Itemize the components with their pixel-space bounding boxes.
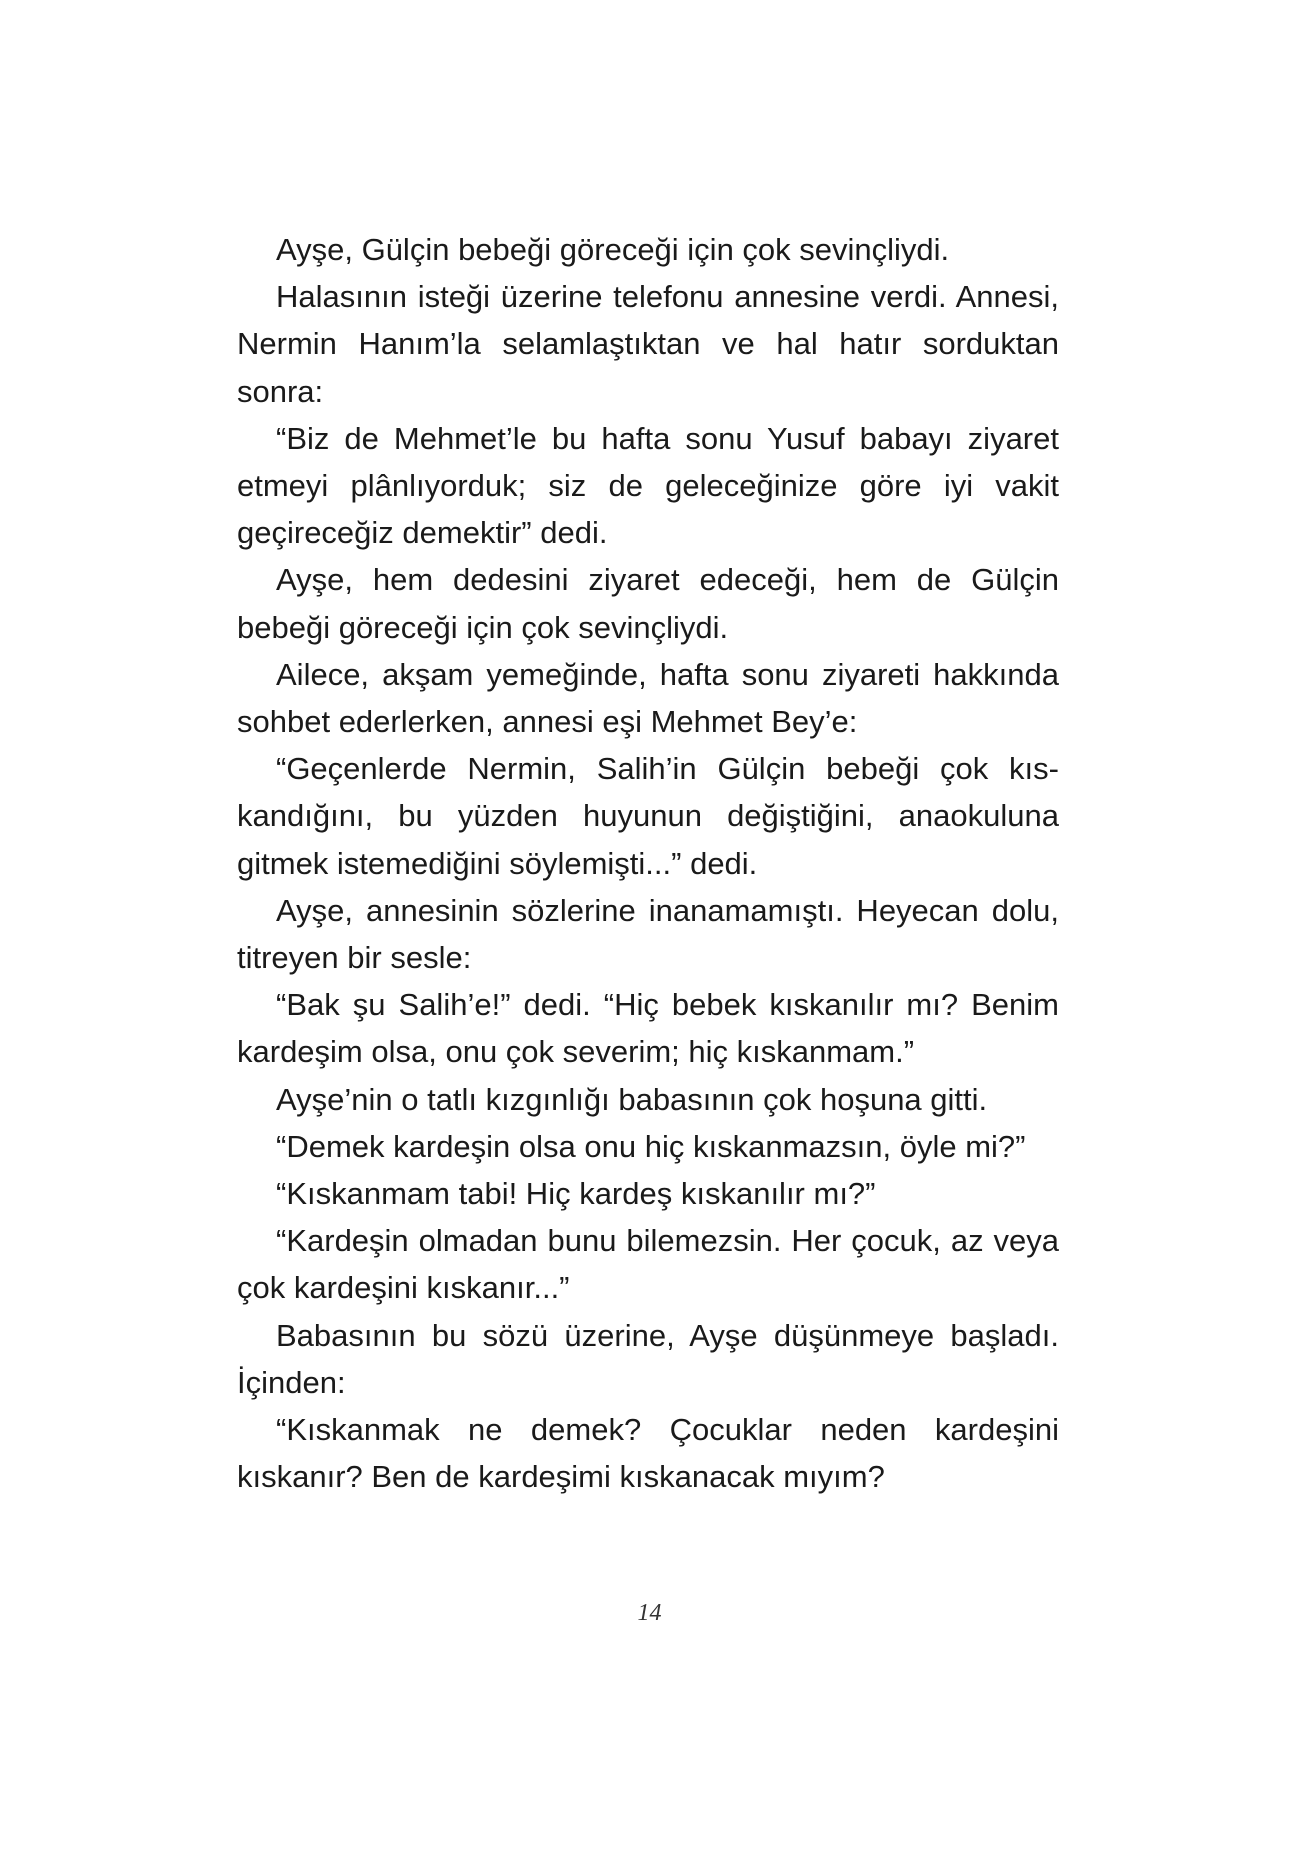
paragraph: “Kıskanmam tabi! Hiç kardeş kıskanılır mı?” — [276, 1176, 876, 1212]
body-text — [237, 226, 1059, 1500]
paragraph: Ayşe, hem dedesini ziyaret edeceği, hem de Gülçin bebeği göreceği için çok sevinçliydi. — [237, 562, 1059, 645]
paragraph: “Demek kardeşin olsa onu hiç kıskanmazsın, öyle mi?” — [276, 1128, 1026, 1164]
paragraph: “Kıskanmak ne demek? Çocuklar neden kardeşini kıskanır? Ben de kardeşimi kıskanacak mıyım? — [237, 1412, 1059, 1495]
paragraph: Ayşe, Gülçin bebeği göreceği için çok sevinçliydi. — [276, 232, 950, 267]
paragraph: “Kardeşin olmadan bunu bilemezsin. Her çocuk, az veya çok kardeşini kıskanır...” — [237, 1223, 1059, 1306]
paragraph: Babasının bu sözü üzerine, Ayşe düşünmeye başladı. İçinden: — [237, 1317, 1059, 1400]
paragraph: Ayşe’nin o tatlı kızgınlığı babasının çok hoşuna gitti. — [276, 1081, 988, 1117]
paragraph: Ayşe, annesinin sözlerine inanamamıştı. Heyecan dolu, titreyen bir sesle: — [237, 892, 1059, 976]
paragraph: Ailece, akşam yemeğinde, hafta sonu ziyareti hakkında sohbet ederlerken, annesi eşi Mehmet Bey’e: — [237, 656, 1059, 740]
paragraph: Halasının isteği üzerine telefonu annesine verdi. Annesi, Nermin Hanım’la selamlaştıktan ve hal hatır sorduktan sonra: — [237, 279, 1059, 409]
paragraph: “Bak şu Salih’e!” dedi. “Hiç bebek kıskanılır mı? Benim kardeşim olsa, onu çok severim; hiç kıskanmam.” — [237, 987, 1059, 1070]
paragraph: “Biz de Mehmet’le bu hafta sonu Yusuf babayı ziyaret etmeyi plânlıyorduk; siz de geleceğinize göre iyi vakit geçireceğiz demektir” dedi. — [237, 420, 1059, 551]
page-number: 14 — [637, 1600, 662, 1626]
paragraph: “Geçenlerde Nermin, Salih’in Gülçin bebeği çok kıskandığını, bu yüzden huyunun değiştiğini, anaokuluna gitmek istemediğini söylemişti...” dedi. — [237, 751, 1059, 881]
